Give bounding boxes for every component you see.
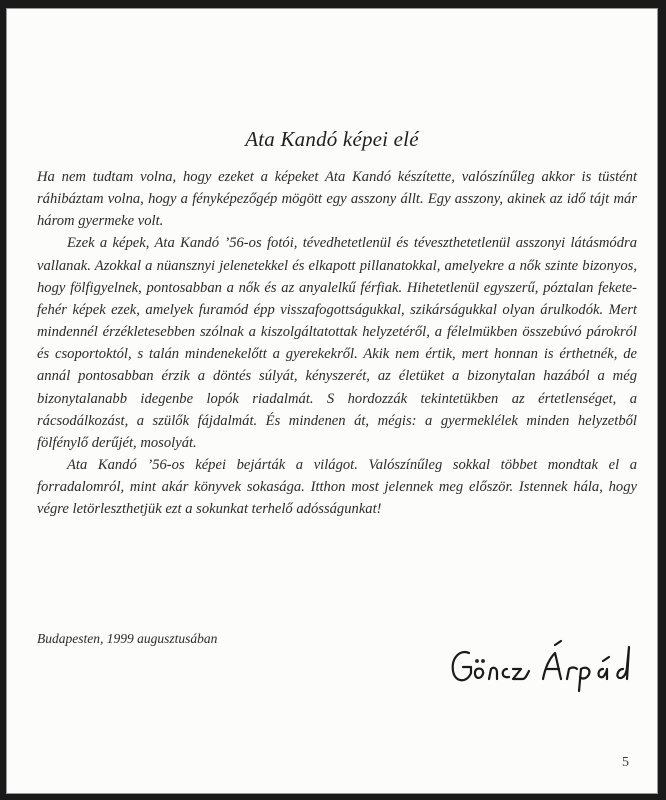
place-date: Budapesten, 1999 augusztusában [37, 631, 218, 646]
paragraph-1: Ha nem tudtam volna, hogy ezeket a képeket Ata Kandó készítette, valószínűleg akkor is tüstént ráhibáztam volna, hogy a fényképezőgép mögött egy asszony állt. Egy asszony, akinek az idő tájt már három gyermeke volt. [37, 169, 637, 230]
paragraph-3: Ata Kandó ’56-os képei bejárták a világot. Valószínűleg sokkal többet mondtak el a forradalomról, mint akár könyvek sokasága. Itthon most jelennek meg először. Istennek hála, hogy végre letörleszthetjük ezt a sokunkat terhelő adósságunkat! [37, 457, 637, 518]
handwritten-signature [447, 639, 647, 699]
page-title: Ata Kandó képei elé [245, 127, 419, 151]
page-number: 5 [622, 755, 629, 770]
body-text [37, 166, 637, 521]
paragraph-2: Ezek a képek, Ata Kandó ’56-os fotói, tévedhetetlenül és téveszthetetlenül asszonyi látásmódra vallanak. Azokkal a nüansznyi jelenetekkel és elkapott pillanatokkal, amelyekre a nők szinte bizonyos, hogy fölfigyelnek, pontosabban a nők és az anyalelkű férfiak. Hihetetlenül egyszerű, póztalan fekete-fehér képek ezek, amelyek furamód épp visszafogottságukkal, szikárságukkal olyan árulkodók. Mert mindennél érzékletesebben szólnak a kiszolgáltatottak helyzetéről, a félelmükben összebúvó párokról és csoportoktól, s talán mindenekelőtt a gyerekekről. Akik nem értik, mert honnan is érthetnék, de annál pontosabban érzik a döntés súlyát, kényszerét, az életüket a bizonytalan hazából a még bizonytalanabb idegenbe lopók riadalmát. S hordozzák tekintetükben az értetlenséget, a rácsodálkozást, a szülők fájdalmát. És mindenen át, mégis: a gyermeklélek minden helyzetből fölfénylő derűjét, mosolyát. [37, 235, 637, 451]
book-page [6, 8, 658, 794]
